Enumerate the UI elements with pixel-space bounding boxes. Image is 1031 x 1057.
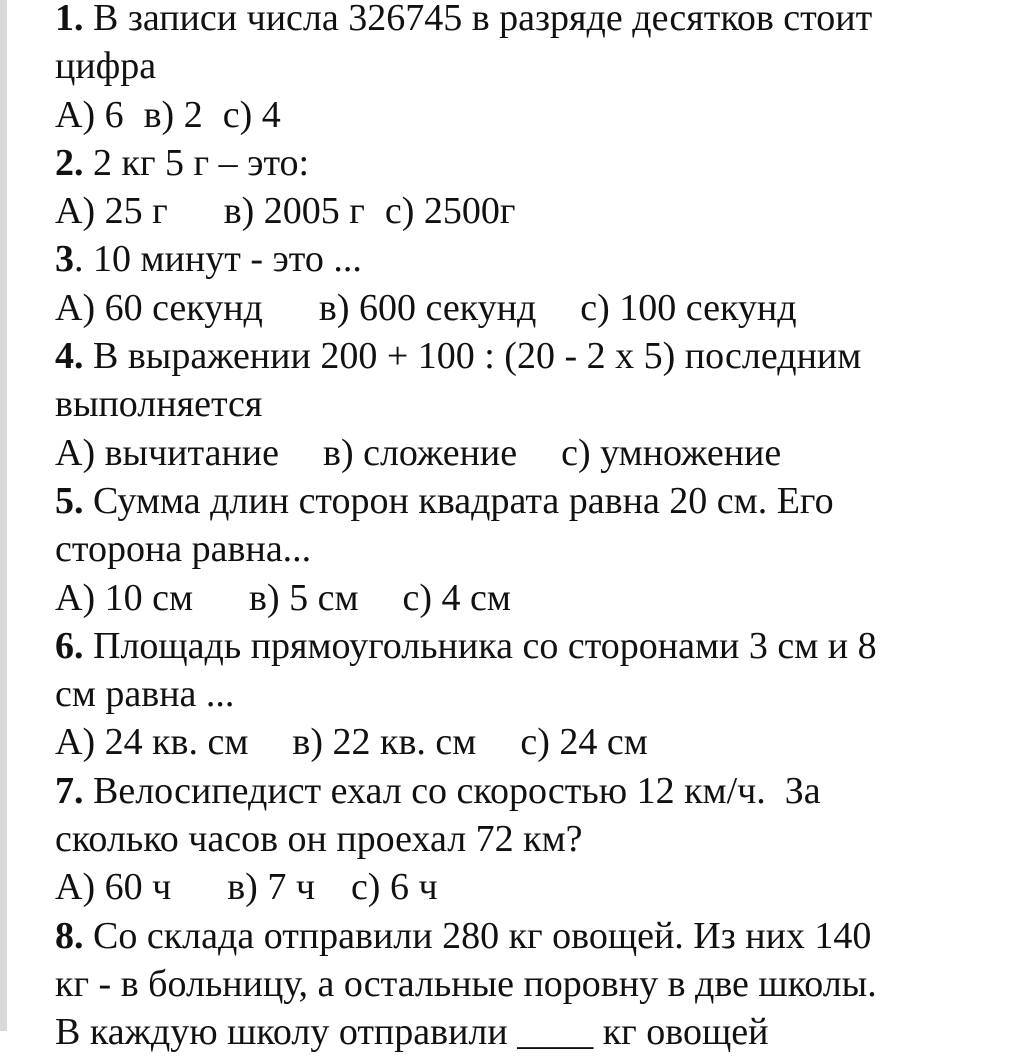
option-c: с) 4 <box>222 93 281 136</box>
option-c: с) умножение <box>561 431 782 474</box>
question-7-line-2 <box>55 815 1015 863</box>
question-text: В каждую школу отправили ____ кг овощей <box>55 1011 769 1054</box>
question-text: В записи числа 326745 в разряде десятков стоит <box>83 0 873 39</box>
option-c: с) 6 ч <box>350 866 438 909</box>
option-b: в) 7 ч <box>227 866 315 909</box>
question-1-line-2 <box>55 42 1015 90</box>
question-text: сколько часов он проехал 72 км? <box>55 818 583 861</box>
option-a: А) 6 <box>55 93 124 136</box>
question-text: цифра <box>55 45 157 88</box>
question-text: см равна ... <box>55 673 235 716</box>
question-6-line-1 <box>55 622 1015 670</box>
option-a: А) вычитание <box>55 431 279 474</box>
question-text: сторона равна... <box>55 528 312 571</box>
option-a: А) 10 см <box>55 576 194 619</box>
question-7-line-1 <box>55 767 1015 815</box>
question-number: 6. <box>55 624 84 667</box>
option-b: в) 5 см <box>249 576 359 619</box>
option-a: А) 25 г <box>55 190 168 233</box>
question-number: 8. <box>55 914 84 957</box>
question-number: 7. <box>55 769 84 812</box>
option-c: с) 4 см <box>402 576 511 619</box>
page-edge-shadow <box>0 0 7 1031</box>
question-7-options <box>55 863 1015 911</box>
question-8-line-2 <box>55 960 1015 1008</box>
question-text: Сумма длин сторон квадрата равна 20 см. Его <box>83 479 834 522</box>
question-8-line-1 <box>55 912 1015 960</box>
question-number: 3 <box>55 238 74 281</box>
question-4-line-2 <box>55 380 1015 428</box>
question-text: выполняется <box>55 383 263 426</box>
question-2-line-1 <box>55 139 1015 187</box>
question-5-line-1 <box>55 477 1015 525</box>
option-b: в) 600 секунд <box>318 286 537 329</box>
option-b: в) 2 <box>143 93 203 136</box>
question-text: 2 кг 5 г – это: <box>83 141 310 184</box>
question-text: Велосипедист ехал со скоростью 12 км/ч. За <box>83 769 821 812</box>
question-3-line-1 <box>55 235 1015 283</box>
question-2-options <box>55 187 1015 235</box>
question-1-line-1 <box>55 0 1015 42</box>
question-number: 1. <box>55 0 84 39</box>
question-8-line-3 <box>55 1008 1015 1056</box>
question-text: В выражении 200 + 100 : (20 - 2 х 5) последним <box>83 335 862 378</box>
question-number: 5. <box>55 479 84 522</box>
question-6-line-2 <box>55 670 1015 718</box>
question-5-options <box>55 574 1015 622</box>
question-number: 4. <box>55 335 84 378</box>
question-5-line-2 <box>55 525 1015 573</box>
question-4-options <box>55 429 1015 477</box>
option-b: в) сложение <box>323 431 518 474</box>
question-4-line-1 <box>55 332 1015 380</box>
question-text: кг - в больницу, а остальные поровну в две школы. <box>55 962 877 1005</box>
option-b: в) 22 кв. см <box>292 721 477 764</box>
question-number: 2. <box>55 141 84 184</box>
option-c: с) 100 секунд <box>580 286 797 329</box>
option-c: с) 2500г <box>384 190 516 233</box>
option-a: А) 24 кв. см <box>55 721 249 764</box>
question-text: Площадь прямоугольника со сторонами 3 см и 8 <box>83 624 877 667</box>
worksheet <box>55 0 1015 1057</box>
question-6-options <box>55 718 1015 766</box>
option-a: А) 60 ч <box>55 866 172 909</box>
question-text: . 10 минут - это ... <box>74 238 362 281</box>
option-a: А) 60 секунд <box>55 286 263 329</box>
question-3-options <box>55 284 1015 332</box>
question-text: Со склада отправили 280 кг овощей. Из них 140 <box>83 914 872 957</box>
question-1-options <box>55 91 1015 139</box>
option-c: с) 24 см <box>520 721 648 764</box>
option-b: в) 2005 г <box>223 190 365 233</box>
